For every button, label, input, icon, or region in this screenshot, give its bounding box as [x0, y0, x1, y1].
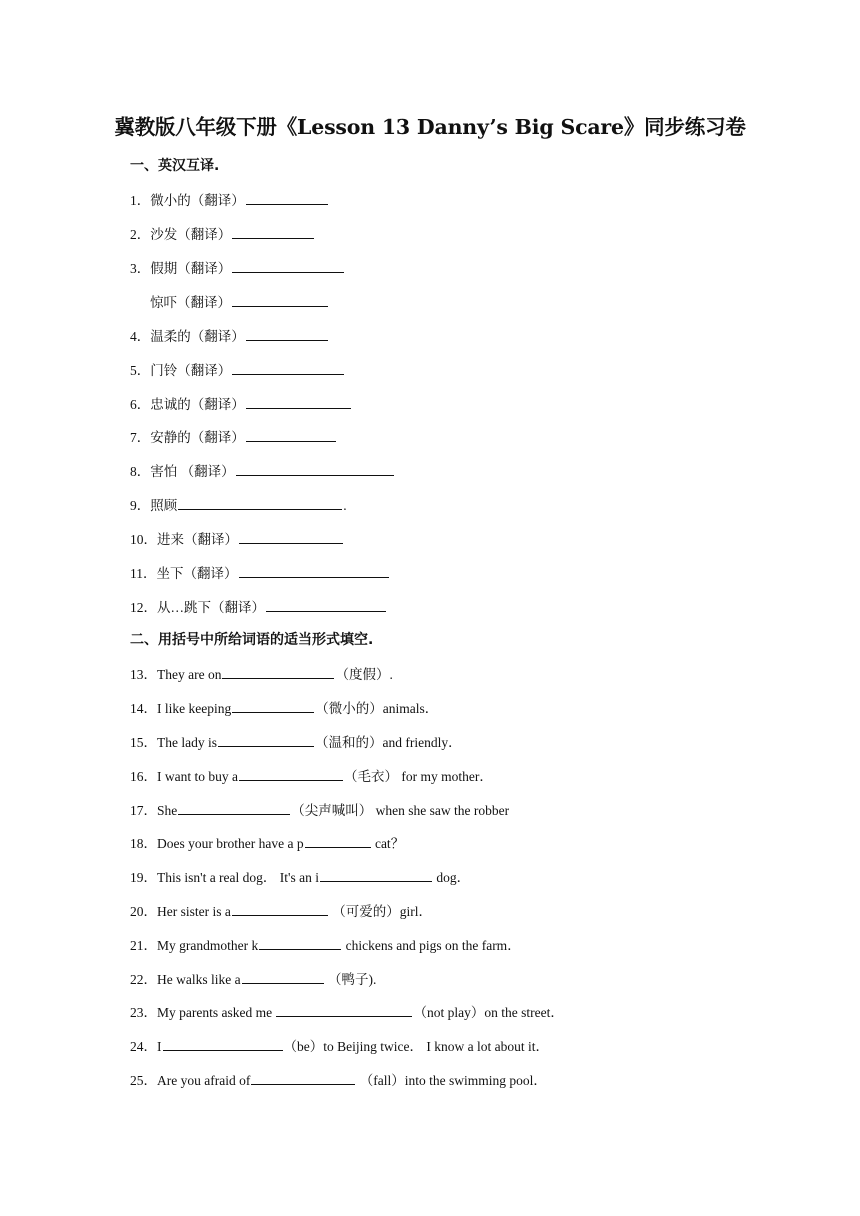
answer-blank[interactable]	[236, 461, 394, 476]
answer-blank[interactable]	[239, 529, 343, 544]
question-suffix: （尖声喊叫） when she saw the robber	[291, 803, 510, 818]
question-item	[130, 698, 438, 719]
question-number: 1．	[130, 193, 151, 208]
question-text: 从…跳下（翻译）	[157, 600, 265, 615]
question-number: 10．	[130, 532, 157, 547]
question-suffix: （可爱的）girl．	[328, 904, 432, 919]
question-text: She	[157, 803, 178, 818]
question-item	[130, 360, 345, 381]
question-text: My grandmother k	[157, 938, 259, 953]
question-number: 15．	[130, 735, 157, 750]
question-text: 忠诚的（翻译）	[150, 397, 245, 412]
answer-blank[interactable]	[239, 766, 343, 781]
question-number: 18．	[130, 836, 157, 851]
question-suffix: chickens and pigs on the farm．	[342, 938, 521, 953]
question-number: 16．	[130, 769, 157, 784]
question-item	[130, 833, 404, 854]
question-number: 6．	[130, 397, 151, 412]
question-suffix: （fall）into the swimming pool．	[356, 1073, 547, 1088]
question-text: 害怕 （翻译）	[150, 464, 235, 479]
question-number: 25．	[130, 1073, 157, 1088]
question-number: 12．	[130, 600, 157, 615]
answer-blank[interactable]	[320, 867, 432, 882]
answer-blank[interactable]	[178, 800, 290, 815]
question-item	[130, 664, 393, 685]
question-text: 惊吓（翻译）	[150, 295, 231, 310]
answer-blank[interactable]	[232, 292, 328, 307]
question-item	[130, 190, 329, 211]
question-number: 14．	[130, 701, 157, 716]
question-number: 24．	[130, 1039, 157, 1054]
question-text: I want to buy a	[157, 769, 238, 784]
question-item	[130, 224, 315, 245]
question-item	[130, 732, 462, 753]
question-text: They are on	[157, 667, 222, 682]
question-number: 20．	[130, 904, 157, 919]
answer-blank[interactable]	[232, 224, 314, 239]
question-item	[130, 1036, 549, 1057]
question-suffix: （温和的）and friendly．	[315, 735, 462, 750]
answer-blank[interactable]	[222, 664, 334, 679]
question-text: 进来（翻译）	[157, 532, 238, 547]
question-suffix: （鸭子).	[324, 972, 377, 987]
question-number: 11．	[130, 566, 157, 581]
answer-blank[interactable]	[305, 833, 371, 848]
question-text: I	[157, 1039, 162, 1054]
question-number: 17．	[130, 803, 157, 818]
question-text: Does your brother have a p	[157, 836, 304, 851]
question-item	[130, 394, 352, 415]
answer-blank[interactable]	[259, 935, 341, 950]
answer-blank[interactable]	[232, 901, 328, 916]
question-number: 23．	[130, 1005, 157, 1020]
question-number: 2．	[130, 227, 151, 242]
question-text: 假期（翻译）	[150, 261, 232, 276]
question-number: 7．	[130, 430, 151, 445]
question-item	[130, 495, 347, 516]
question-text: 安静的（翻译）	[150, 430, 245, 445]
answer-blank[interactable]	[232, 698, 314, 713]
question-number: 3．	[130, 261, 151, 276]
question-text: 门铃（翻译）	[150, 363, 232, 378]
question-item	[130, 461, 395, 482]
question-number: 8．	[130, 464, 151, 479]
answer-blank[interactable]	[246, 427, 336, 442]
answer-blank[interactable]	[239, 563, 389, 578]
question-number: 4．	[130, 329, 151, 344]
question-suffix: .	[343, 498, 347, 513]
question-text: Are you afraid of	[157, 1073, 251, 1088]
question-item	[150, 292, 329, 313]
question-number: 5．	[130, 363, 151, 378]
question-suffix: （度假）.	[335, 667, 393, 682]
question-number: 13．	[130, 667, 157, 682]
question-text: 温柔的（翻译）	[150, 329, 245, 344]
answer-blank[interactable]	[232, 258, 344, 273]
answer-blank[interactable]	[218, 732, 314, 747]
question-text: This isn't a real dog． It's an i	[157, 870, 319, 885]
answer-blank[interactable]	[242, 969, 324, 984]
question-suffix: （毛衣） for my mother．	[343, 769, 493, 784]
question-text: He walks like a	[157, 972, 241, 987]
question-text: 坐下（翻译）	[156, 566, 238, 581]
answer-blank[interactable]	[246, 394, 351, 409]
question-item	[130, 427, 337, 448]
question-number: 9．	[130, 498, 151, 513]
answer-blank[interactable]	[163, 1036, 283, 1051]
question-item	[130, 969, 376, 990]
question-text: 照顾	[150, 498, 178, 513]
answer-blank[interactable]	[276, 1002, 412, 1017]
answer-blank[interactable]	[246, 326, 328, 341]
question-item	[130, 901, 432, 922]
question-item	[130, 326, 329, 347]
question-suffix: （be）to Beijing twice． I know a lot about it．	[283, 1039, 549, 1054]
question-suffix: （微小的）animals．	[315, 701, 439, 716]
question-item	[130, 597, 387, 618]
question-item	[130, 563, 390, 584]
question-number: 21．	[130, 938, 157, 953]
question-number: 19．	[130, 870, 157, 885]
section-heading-fill-in: 二、用括号中所给词语的适当形式填空.	[130, 632, 374, 648]
question-text: 沙发（翻译）	[150, 227, 232, 242]
question-item	[130, 529, 344, 550]
question-text: I like keeping	[157, 701, 232, 716]
question-text: The lady is	[157, 735, 217, 750]
question-number: 22．	[130, 972, 157, 987]
page-title: 冀教版八年级下册《Lesson 13 Danny’s Big Scare》同步练习卷	[114, 115, 746, 139]
answer-blank[interactable]	[178, 495, 342, 510]
question-suffix: cat？	[371, 836, 405, 851]
question-item	[130, 800, 509, 821]
answer-blank[interactable]	[246, 190, 328, 205]
question-item	[130, 935, 521, 956]
question-item	[130, 766, 493, 787]
answer-blank[interactable]	[266, 597, 386, 612]
question-item	[130, 258, 345, 279]
question-item	[130, 867, 470, 888]
question-text: 微小的（翻译）	[150, 193, 245, 208]
answer-blank[interactable]	[251, 1070, 355, 1085]
question-text: My parents asked me	[157, 1005, 276, 1020]
answer-blank[interactable]	[232, 360, 344, 375]
question-suffix: （not play）on the street．	[413, 1005, 564, 1020]
question-item	[130, 1002, 564, 1023]
question-suffix: dog．	[432, 870, 471, 885]
question-text: Her sister is a	[157, 904, 231, 919]
question-item	[130, 1070, 547, 1091]
section-heading-translation: 一、英汉互译.	[130, 158, 220, 174]
